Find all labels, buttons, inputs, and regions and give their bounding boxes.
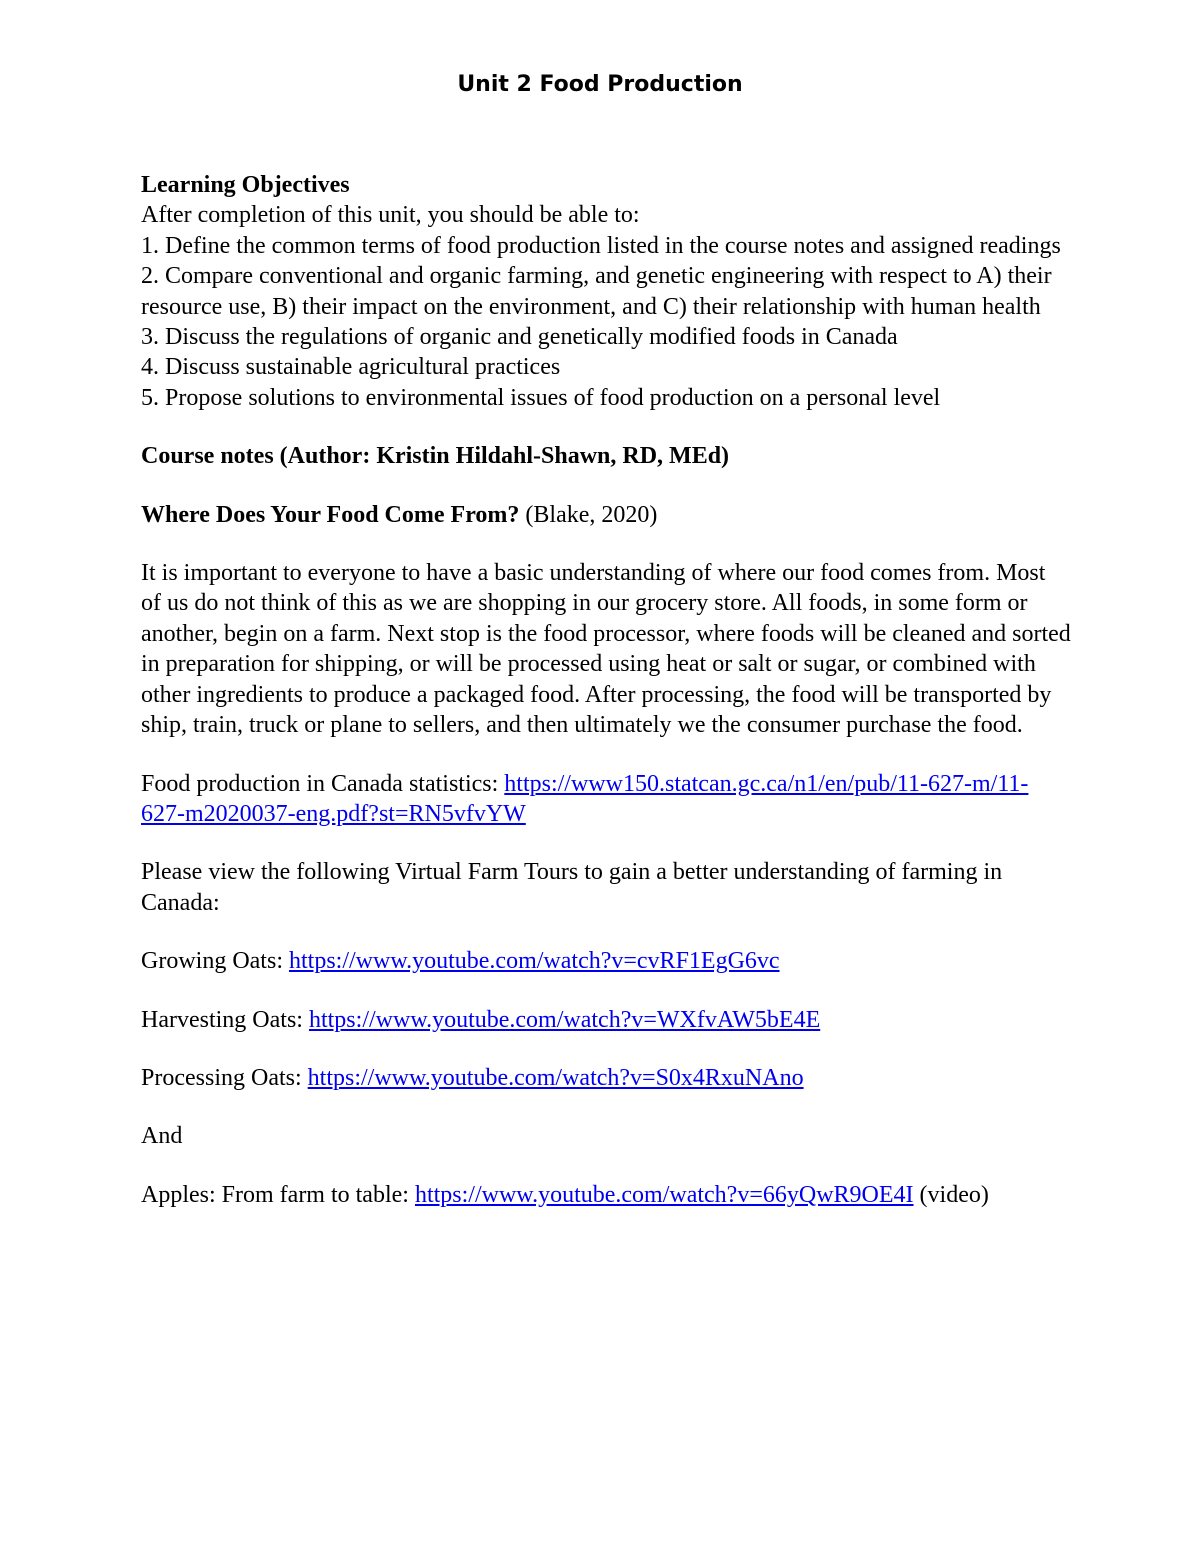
video-item-harvesting-oats xyxy=(141,1005,1071,1035)
objective-item-4: 4. Discuss sustainable agricultural practices xyxy=(141,354,561,381)
spacer xyxy=(141,977,1071,1005)
spacer xyxy=(141,1035,1071,1063)
farm-tours-text: Please view the following Virtual Farm Tours to gain a better understanding of farming in Canada: xyxy=(141,859,1003,916)
video-suffix: (video) xyxy=(913,1181,989,1208)
learning-objectives-intro: After completion of this unit, you should be able to: xyxy=(141,202,640,229)
document-title: Unit 2 Food Production xyxy=(457,72,743,97)
objective-item-5: 5. Propose solutions to environmental issues of food production on a personal level xyxy=(141,384,941,411)
video-label: Growing Oats: xyxy=(141,948,289,975)
course-notes-heading: Course notes (Author: Kristin Hildahl-Shawn, RD, MEd) xyxy=(141,443,730,470)
spacer xyxy=(141,472,1071,500)
section-heading-citation: (Blake, 2020) xyxy=(519,501,658,528)
learning-objectives-heading: Learning Objectives xyxy=(141,172,350,198)
and-text: And xyxy=(141,1123,183,1150)
spacer xyxy=(141,741,1071,769)
objective-item-1: 1. Define the common terms of food production listed in the course notes and assigned readings xyxy=(141,232,1061,259)
video-link-apples[interactable]: https://www.youtube.com/watch?v=66yQwR9OE4I xyxy=(414,1181,914,1208)
document-body xyxy=(141,170,1071,1210)
statistics-link[interactable]: https://www150.statcan.gc.ca/n1/en/pub/11-627-m/11-627-m2020037-eng.pdf?st=RN5vfvYW xyxy=(141,770,1029,827)
video-link-harvesting-oats[interactable]: https://www.youtube.com/watch?v=WXfvAW5bE4E xyxy=(308,1006,821,1033)
statistics-label: Food production in Canada statistics: xyxy=(141,770,505,797)
video-label: Apples: From farm to table: xyxy=(141,1181,415,1208)
video-item-apples xyxy=(141,1180,1071,1210)
section-heading-title: Where Does Your Food Come From? xyxy=(141,501,520,528)
video-link-processing-oats[interactable]: https://www.youtube.com/watch?v=S0x4RxuNAno xyxy=(307,1064,804,1091)
spacer xyxy=(141,530,1071,558)
objective-item-2: 2. Compare conventional and organic farming, and genetic engineering with respect to A) their resource use, B) their impact on the environment, and C) their relationship with human health xyxy=(141,263,1052,320)
spacer xyxy=(141,1093,1071,1121)
spacer xyxy=(141,829,1071,857)
spacer xyxy=(141,1152,1071,1180)
spacer xyxy=(141,413,1071,441)
statistics-line xyxy=(141,769,1071,830)
intro-paragraph: It is important to everyone to have a basic understanding of where our food comes from. Most of us do not think of this as we are shopping in our grocery store. All foods, in some form or another, begin on a farm. Next stop is the food processor, where foods will be cleaned and sorted in preparation for shipping, or will be processed using heat or salt or sugar, or combined with other ingredients to produce a packaged food. After processing, the food will be transported by ship, train, truck or plane to sellers, and then ultimately we the consumer purchase the food. xyxy=(141,560,1071,739)
video-label: Processing Oats: xyxy=(141,1064,308,1091)
video-label: Harvesting Oats: xyxy=(141,1006,309,1033)
section-heading xyxy=(141,500,1071,530)
objective-item-3: 3. Discuss the regulations of organic and genetically modified foods in Canada xyxy=(141,324,898,351)
spacer xyxy=(141,918,1071,946)
video-item-processing-oats xyxy=(141,1063,1071,1093)
video-item-growing-oats xyxy=(141,946,1071,976)
video-link-growing-oats[interactable]: https://www.youtube.com/watch?v=cvRF1EgG6vc xyxy=(288,948,780,975)
